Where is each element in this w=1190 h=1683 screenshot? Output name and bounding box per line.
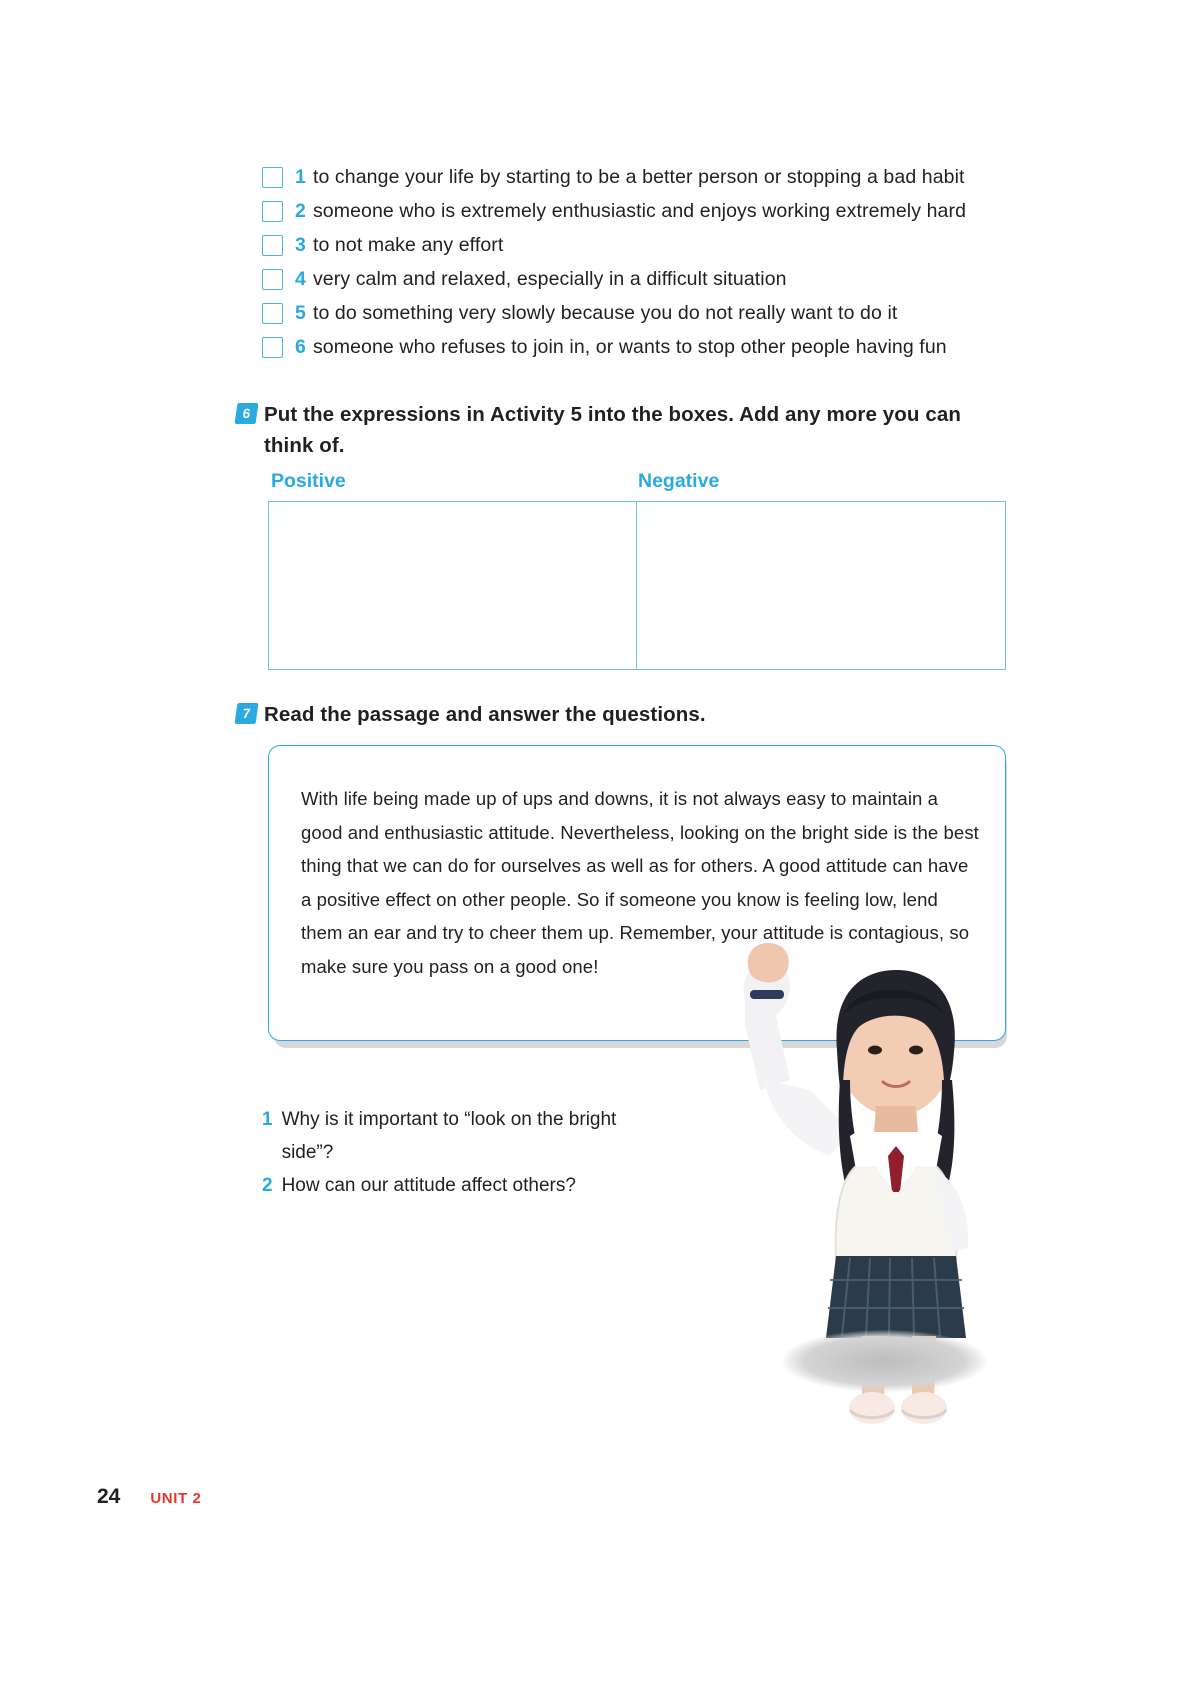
negative-answer-box[interactable] bbox=[637, 502, 1005, 669]
checkbox-3[interactable] bbox=[262, 235, 283, 256]
definition-text: to change your life by starting to be a better person or stopping a bad habit bbox=[312, 165, 965, 188]
definition-text: very calm and relaxed, especially in a difficult situation bbox=[312, 267, 787, 290]
definition-number: 3 bbox=[295, 233, 306, 256]
list-item bbox=[262, 160, 1022, 194]
definition-text: someone who refuses to join in, or wants to stop other people having fun bbox=[312, 335, 947, 358]
column-header-negative: Negative bbox=[638, 470, 720, 492]
checkbox-5[interactable] bbox=[262, 303, 283, 324]
definition-text: someone who is extremely enthusiastic and enjoys working extremely hard bbox=[312, 199, 967, 222]
table-headers bbox=[271, 470, 1006, 496]
definition-text: to not make any effort bbox=[312, 233, 504, 256]
activity-7-instruction: Read the passage and answer the questions. bbox=[264, 703, 706, 726]
activity-6-instruction: Put the expressions in Activity 5 into the boxes. Add any more you can think of. bbox=[264, 403, 961, 457]
definition-text: to do something very slowly because you do not really want to do it bbox=[312, 301, 898, 324]
checkbox-6[interactable] bbox=[262, 337, 283, 358]
checkbox-2[interactable] bbox=[262, 201, 283, 222]
page-footer bbox=[97, 1485, 201, 1509]
question-number: 2 bbox=[262, 1175, 273, 1196]
unit-label: UNIT 2 bbox=[150, 1490, 202, 1507]
list-item bbox=[262, 330, 1022, 364]
question-text: How can our attitude affect others? bbox=[281, 1175, 576, 1196]
student-photo bbox=[690, 930, 1020, 1450]
definition-number: 5 bbox=[295, 301, 306, 324]
question-list bbox=[262, 1103, 642, 1202]
passage-text: With life being made up of ups and downs, it is not always easy to maintain a good and enthusiastic attitude. Nevertheless, looking on the bright side is the best thing that we can do for ourselves as well as for others. A good attitude can have a positive effect on other people. So if someone you know is feeling low, lend them an ear and try to cheer them up. Remember, your attitude is contagious, so make sure you pass on a good one! bbox=[301, 788, 979, 977]
list-item bbox=[262, 262, 1022, 296]
activity-number-7: 7 bbox=[235, 703, 259, 724]
definition-number: 4 bbox=[295, 267, 306, 290]
list-item bbox=[262, 1169, 642, 1202]
positive-negative-table bbox=[268, 501, 1006, 670]
definition-number: 1 bbox=[295, 165, 306, 188]
definition-list bbox=[262, 160, 1022, 364]
definition-number: 6 bbox=[295, 335, 306, 358]
list-item bbox=[262, 228, 1022, 262]
checkbox-1[interactable] bbox=[262, 167, 283, 188]
column-header-positive: Positive bbox=[271, 470, 346, 492]
positive-answer-box[interactable] bbox=[269, 502, 637, 669]
list-item bbox=[262, 296, 1022, 330]
question-number: 1 bbox=[262, 1109, 273, 1130]
page-number: 24 bbox=[97, 1485, 121, 1508]
activity-number-6: 6 bbox=[235, 403, 259, 424]
question-text: Why is it important to “look on the bright side”? bbox=[281, 1109, 617, 1163]
list-item bbox=[262, 194, 1022, 228]
photo-ground-shadow bbox=[782, 1330, 987, 1392]
definition-number: 2 bbox=[295, 199, 306, 222]
list-item bbox=[262, 1103, 642, 1169]
checkbox-4[interactable] bbox=[262, 269, 283, 290]
